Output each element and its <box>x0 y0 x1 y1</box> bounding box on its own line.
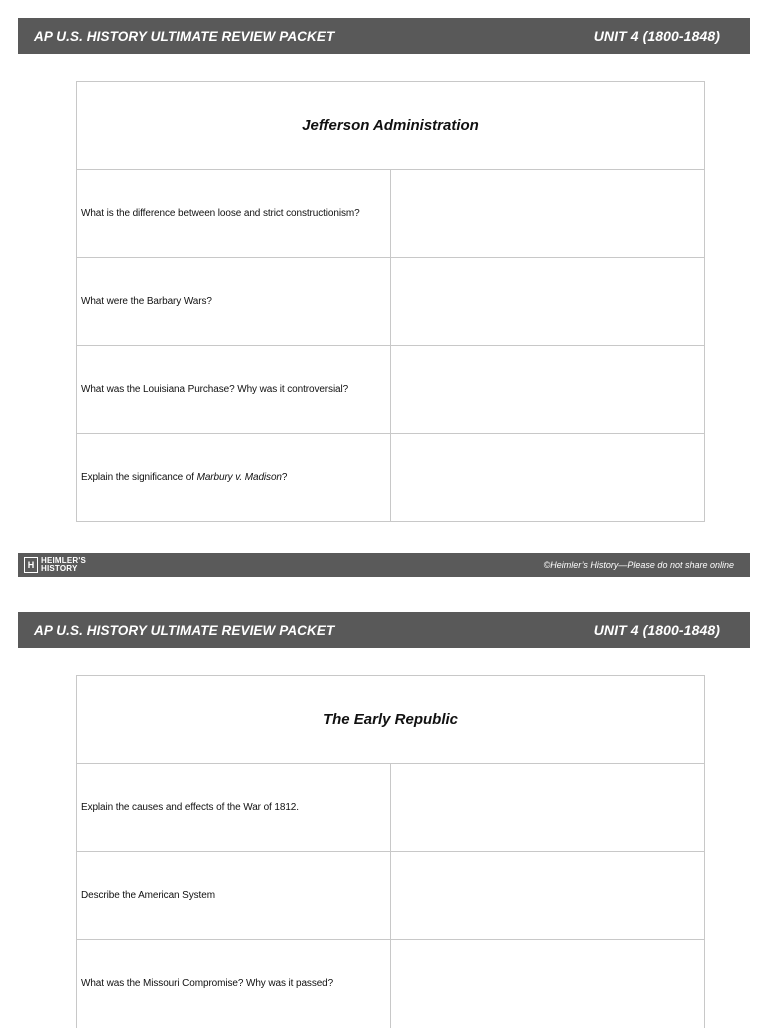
table-row <box>77 258 705 346</box>
answer-cell[interactable] <box>391 258 705 346</box>
question-cell: What were the Barbary Wars? <box>77 258 391 346</box>
copyright-note: ©Heimler’s History—Please do not share online <box>543 560 734 570</box>
question-cell: Describe the American System <box>77 852 391 940</box>
case-name: Marbury v. Madison <box>196 472 282 483</box>
question-cell: What was the Missouri Compromise? Why was it passed? <box>77 940 391 1028</box>
heimlers-history-logo <box>24 557 86 573</box>
packet-title: AP U.S. HISTORY ULTIMATE REVIEW PACKET <box>34 622 335 638</box>
page-header <box>18 612 750 648</box>
answer-cell[interactable] <box>391 346 705 434</box>
answer-cell[interactable] <box>391 764 705 852</box>
table-row <box>77 852 705 940</box>
table-row <box>77 170 705 258</box>
logo-icon: H <box>24 557 38 573</box>
jefferson-administration-table <box>76 81 705 522</box>
section-title: The Early Republic <box>77 676 705 764</box>
question-cell: What is the difference between loose and strict constructionism? <box>77 170 391 258</box>
unit-label: UNIT 4 (1800-1848) <box>593 28 720 44</box>
table-row <box>77 764 705 852</box>
answer-cell[interactable] <box>391 852 705 940</box>
page-header <box>18 18 750 54</box>
packet-title: AP U.S. HISTORY ULTIMATE REVIEW PACKET <box>34 28 335 44</box>
unit-label: UNIT 4 (1800-1848) <box>593 622 720 638</box>
question-cell: What was the Louisiana Purchase? Why was it controversial? <box>77 346 391 434</box>
answer-cell[interactable] <box>391 940 705 1028</box>
early-republic-table <box>76 675 705 1028</box>
question-mark: ? <box>281 472 288 483</box>
question-text: Explain the significance of <box>81 472 197 483</box>
page-footer <box>18 553 750 577</box>
table-row <box>77 434 705 522</box>
logo-text <box>41 557 86 573</box>
answer-cell[interactable] <box>391 170 705 258</box>
table-row <box>77 346 705 434</box>
table-row <box>77 940 705 1028</box>
answer-cell[interactable] <box>391 434 705 522</box>
question-cell <box>77 434 391 522</box>
section-title: Jefferson Administration <box>77 82 705 170</box>
logo-line1: HEIMLER'S <box>41 556 87 565</box>
question-cell: Explain the causes and effects of the War of 1812. <box>77 764 391 852</box>
logo-line2: HISTORY <box>41 564 78 573</box>
